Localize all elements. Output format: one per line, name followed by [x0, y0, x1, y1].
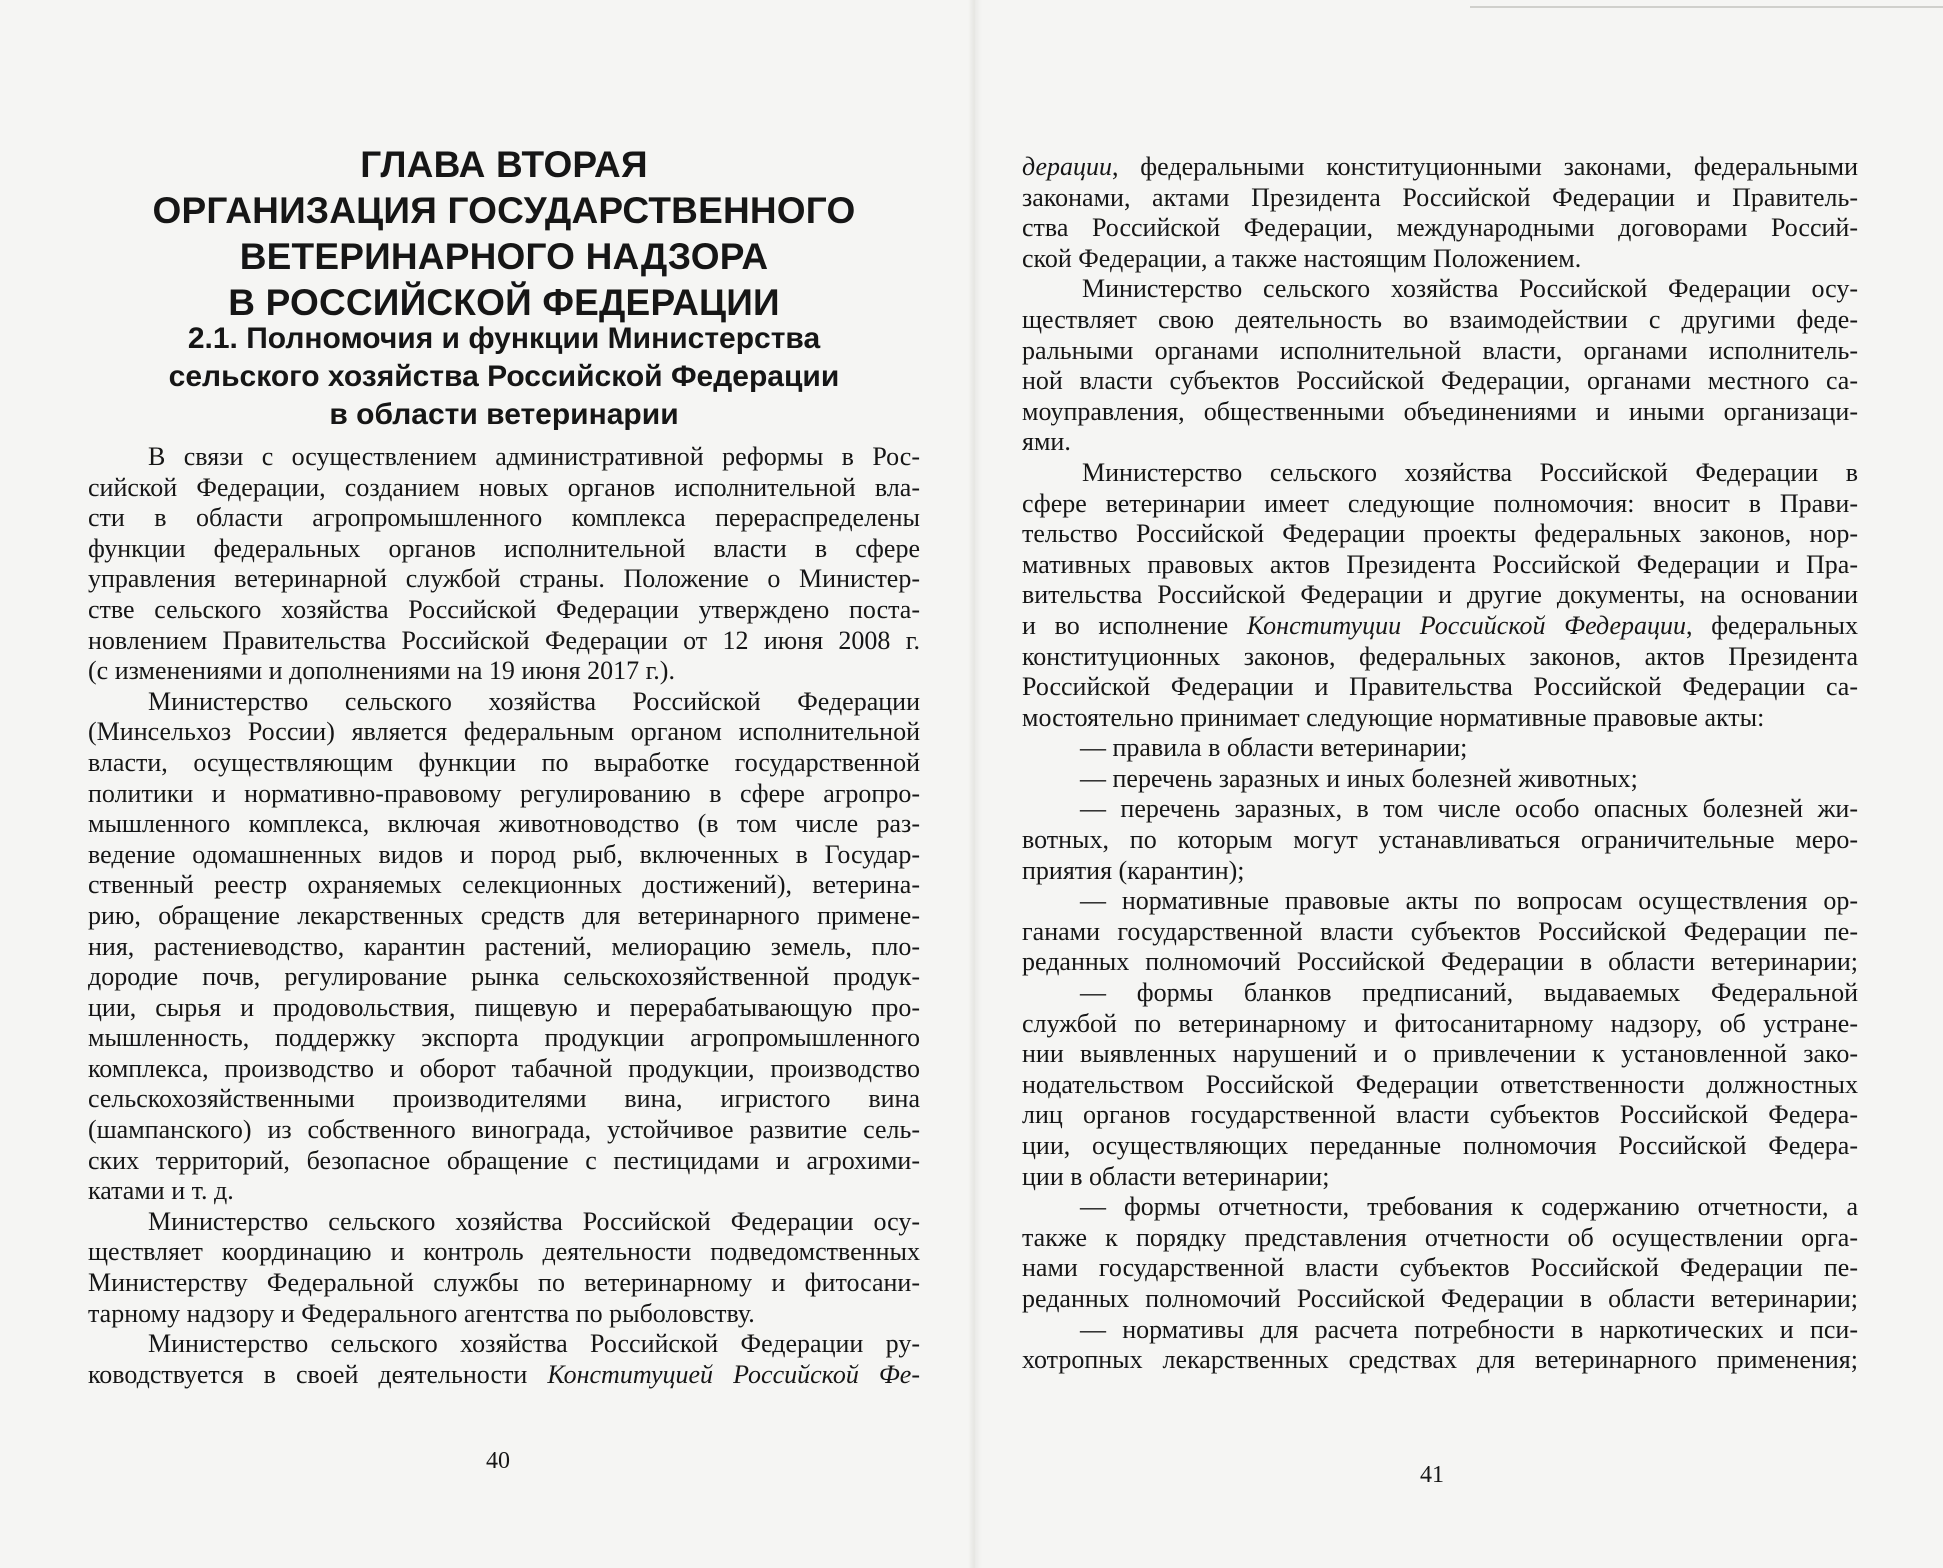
line-text: власти, осуществляющим функции по выработке государственной	[88, 747, 920, 777]
line-text: мативных правовых актов Президента Российской Федерации и Пра-	[1022, 549, 1858, 579]
italic-text: Конституцией Российской Фе-	[547, 1359, 920, 1389]
section-heading-line: в области ветеринарии	[329, 398, 679, 431]
line-text: Министерство сельского хозяйства Российской Федерации осу-	[148, 1206, 920, 1236]
text-line	[1022, 550, 1858, 581]
text-line	[88, 870, 920, 901]
line-text: — перечень заразных и иных болезней животных;	[1080, 763, 1638, 793]
line-text: ских территорий, безопасное обращение с пестицидами и агрохими-	[88, 1145, 920, 1175]
text-line	[88, 779, 920, 810]
text-line	[1022, 1009, 1858, 1040]
text-line	[88, 687, 920, 718]
text-line	[88, 626, 920, 657]
line-text: политики и нормативно-правовому регулированию в сфере агропро-	[88, 778, 920, 808]
text-line	[88, 1115, 920, 1146]
text-line	[1022, 366, 1858, 397]
line-text: функции федеральных органов исполнительной власти в сфере	[88, 533, 920, 563]
text-line	[88, 473, 920, 504]
line-text: ководствуется в своей деятельности	[88, 1359, 548, 1389]
text-line	[88, 595, 920, 626]
text-line	[1022, 1070, 1858, 1101]
text-line	[1022, 1284, 1858, 1315]
text-line	[88, 717, 920, 748]
line-text: и во исполнение	[1022, 610, 1247, 640]
text-line	[88, 1237, 920, 1268]
line-text: ральными органами исполнительной власти, органами исполнитель-	[1022, 335, 1858, 365]
text-line	[88, 1268, 920, 1299]
italic-text: дерации	[1022, 152, 1113, 181]
line-text: — нормативные правовые акты по вопросам осуществления ор-	[1080, 886, 1858, 916]
line-text: управления ветеринарной службой страны. Положение о Министер-	[88, 564, 920, 594]
line-text: комплекса, производство и оборот табачной продукции, производство	[88, 1053, 920, 1083]
book-gutter	[968, 0, 982, 1568]
text-line	[1022, 1253, 1858, 1284]
line-text: сфере ветеринарии имеет следующие полномочия: вносит в Прави-	[1022, 488, 1858, 518]
line-text: службой по ветеринарному и фитосанитарному надзору, об устране-	[1022, 1008, 1858, 1038]
text-line	[1022, 978, 1858, 1009]
text-line	[1022, 397, 1858, 428]
line-text: (шампанского) из собственного винограда, устойчивое развитие сель-	[88, 1115, 920, 1145]
line-text: ственный реестр охраняемых селекционных достижений), ветерина-	[88, 870, 920, 900]
line-text: Министерству Федеральной службы по ветеринарному и фитосани-	[88, 1268, 920, 1298]
line-text: вотных, по которым могут устанавливаться ограничительные меро-	[1022, 825, 1858, 855]
page-number: 41	[1420, 1462, 1444, 1488]
text-line	[1022, 917, 1858, 948]
line-text: (с изменениями и дополнениями на 19 июня 2017 г.).	[88, 656, 675, 686]
chapter-heading	[88, 142, 920, 326]
section-heading-line: 2.1. Полномочия и функции Министерства	[187, 322, 821, 355]
text-line	[88, 503, 920, 534]
line-text: мостоятельно принимает следующие нормативные правовые акты:	[1022, 702, 1765, 732]
text-line	[88, 932, 920, 963]
line-text: нами государственной власти субъектов Российской Федерации пе-	[1022, 1253, 1858, 1283]
line-text: рию, обращение лекарственных средств для ветеринарного примене-	[88, 900, 920, 930]
line-text: , федеральных	[1686, 610, 1858, 640]
line-text: ции в области ветеринарии;	[1022, 1161, 1330, 1191]
text-line	[88, 840, 920, 871]
text-line	[1022, 856, 1858, 887]
text-line	[1022, 244, 1858, 275]
text-line	[1022, 825, 1858, 856]
text-line	[88, 1023, 920, 1054]
line-text: нии выявленных нарушений и о привлечении к установленной зако-	[1022, 1039, 1858, 1069]
text-line	[1022, 458, 1858, 489]
text-line	[1022, 1131, 1858, 1162]
line-text: законами, актами Президента Российской Федерации и Правитель-	[1022, 182, 1858, 212]
line-text: реданных полномочий Российской Федерации в области ветеринарии;	[1022, 947, 1858, 977]
line-text: сийской Федерации, созданием новых органов исполнительной вла-	[88, 472, 920, 502]
text-line	[88, 1146, 920, 1177]
line-text: ной власти субъектов Российской Федерации, органами местного са-	[1022, 366, 1858, 396]
line-text: также к порядку представления отчетности об осуществлении орга-	[1022, 1222, 1858, 1252]
line-text: стве сельского хозяйства Российской Федерации утверждено поста-	[88, 594, 920, 624]
text-line	[88, 993, 920, 1024]
line-text: лиц органов государственной власти субъектов Российской Федера-	[1022, 1100, 1858, 1130]
line-text: Российской Федерации и Правительства Российской Федерации са-	[1022, 672, 1858, 702]
text-line	[1022, 305, 1858, 336]
chapter-heading-line: ГЛАВА ВТОРАЯ	[360, 144, 648, 185]
chapter-heading-line: В РОССИЙСКОЙ ФЕДЕРАЦИИ	[228, 282, 780, 323]
line-text: новлением Правительства Российской Федерации от 12 июня 2008 г.	[88, 625, 920, 655]
text-line	[1022, 1223, 1858, 1254]
line-text: — правила в области ветеринарии;	[1080, 733, 1468, 763]
text-line	[1022, 611, 1858, 642]
text-line	[1022, 642, 1858, 673]
text-line	[1022, 489, 1858, 520]
line-text: приятия (карантин);	[1022, 855, 1245, 885]
line-text: мышленность, поддержку экспорта продукции агропромышленного	[88, 1023, 920, 1053]
text-line	[1022, 733, 1858, 764]
text-line	[88, 748, 920, 779]
text-line	[88, 1054, 920, 1085]
text-line	[1022, 947, 1858, 978]
text-line	[1022, 1315, 1858, 1346]
text-line	[88, 564, 920, 595]
line-text: ями.	[1022, 427, 1071, 457]
line-text: мышленного комплекса, включая животноводство (в том числе раз-	[88, 809, 920, 839]
text-line	[1022, 1192, 1858, 1223]
line-text: сельскохозяйственными производителями вина, игристого вина	[88, 1084, 920, 1114]
line-text: — перечень заразных, в том числе особо опасных болезней жи-	[1080, 794, 1858, 824]
text-line	[88, 1360, 920, 1391]
line-text: моуправления, общественными объединениями и иными организаци-	[1022, 396, 1858, 426]
right-body-text	[1022, 152, 1858, 1376]
line-text: нодательством Российской Федерации ответственности должностных	[1022, 1069, 1858, 1099]
line-text: катами и т. д.	[88, 1176, 234, 1206]
line-text: ния, растениеводство, карантин растений, мелиорацию земель, пло-	[88, 931, 920, 961]
italic-text: Конституции Российской Федерации	[1246, 610, 1686, 640]
line-text: ществляет свою деятельность во взаимодействии с другими феде-	[1022, 304, 1858, 334]
text-line	[1022, 427, 1858, 458]
text-line	[1022, 152, 1858, 183]
line-text: Министерство сельского хозяйства Российской Федерации в	[1082, 457, 1858, 487]
line-text: — формы отчетности, требования к содержанию отчетности, а	[1080, 1192, 1858, 1222]
line-text: реданных полномочий Российской Федерации в области ветеринарии;	[1022, 1283, 1858, 1313]
line-text: Министерство сельского хозяйства Российской Федерации	[148, 686, 920, 716]
line-text: В связи с осуществлением административной реформы в Рос-	[148, 442, 920, 471]
line-text: вительства Российской Федерации и другие документы, на основании	[1022, 580, 1858, 610]
text-line	[1022, 1039, 1858, 1070]
line-text: тарному надзору и Федерального агентства по рыболовству.	[88, 1298, 755, 1328]
text-line	[1022, 703, 1858, 734]
text-line	[1022, 213, 1858, 244]
text-line	[88, 1329, 920, 1360]
text-line	[1022, 1345, 1858, 1376]
section-heading	[88, 320, 920, 434]
line-text: ции, сырья и продовольствия, пищевую и перерабатывающую про-	[88, 992, 920, 1022]
line-text: хотропных лекарственных средствах для ветеринарного применения;	[1022, 1345, 1858, 1375]
line-text: Министерство сельского хозяйства Российской Федерации ру-	[148, 1329, 920, 1359]
text-line	[1022, 764, 1858, 795]
scan-edge-line	[1470, 6, 1943, 8]
text-line	[1022, 1162, 1858, 1193]
text-line	[1022, 1100, 1858, 1131]
text-line	[1022, 580, 1858, 611]
line-text: ской Федерации, а также настоящим Положением.	[1022, 243, 1582, 273]
line-text: (Минсельхоз России) является федеральным органом исполнительной	[88, 717, 920, 747]
line-text: ции, осуществляющих переданные полномочия Российской Федера-	[1022, 1131, 1858, 1160]
line-text: сти в области агропромышленного комплекса перераспределены	[88, 503, 920, 533]
page-number: 40	[486, 1448, 510, 1474]
line-text: тельство Российской Федерации проекты федеральных законов, нор-	[1022, 519, 1858, 549]
line-text: ства Российской Федерации, международными договорами Россий-	[1022, 213, 1858, 243]
text-line	[1022, 519, 1858, 550]
chapter-heading-line: ОРГАНИЗАЦИЯ ГОСУДАРСТВЕННОГО	[152, 190, 856, 231]
line-text: — формы бланков предписаний, выдаваемых Федеральной	[1080, 978, 1858, 1008]
line-text: Министерство сельского хозяйства Российской Федерации осу-	[1082, 274, 1858, 304]
line-text: — нормативы для расчета потребности в наркотических и пси-	[1080, 1314, 1858, 1344]
text-line	[1022, 183, 1858, 214]
text-line	[88, 1299, 920, 1330]
left-body-text	[88, 442, 920, 1390]
chapter-heading-line: ВЕТЕРИНАРНОГО НАДЗОРА	[239, 236, 769, 277]
line-text: ганами государственной власти субъектов Российской Федерации пе-	[1022, 916, 1858, 946]
text-line	[88, 1176, 920, 1207]
text-line	[1022, 274, 1858, 305]
line-text: конституционных законов, федеральных законов, актов Президента	[1022, 641, 1858, 671]
text-line	[1022, 794, 1858, 825]
text-line	[88, 809, 920, 840]
text-line	[88, 534, 920, 565]
line-text: , федеральными конституционными законами, федеральными	[1112, 152, 1858, 181]
line-text: ществляет координацию и контроль деятельности подведомственных	[88, 1237, 920, 1267]
text-line	[1022, 886, 1858, 917]
text-line	[88, 1084, 920, 1115]
text-line	[88, 962, 920, 993]
text-line	[88, 901, 920, 932]
text-line	[88, 656, 920, 687]
text-line	[1022, 336, 1858, 367]
text-line	[1022, 672, 1858, 703]
text-line	[88, 1207, 920, 1238]
text-line	[88, 442, 920, 473]
line-text: дородие почв, регулирование рынка сельскохозяйственной продук-	[88, 962, 920, 992]
line-text: ведение одомашненных видов и пород рыб, включенных в Государ-	[88, 839, 920, 869]
section-heading-line: сельского хозяйства Российской Федерации	[168, 360, 840, 393]
